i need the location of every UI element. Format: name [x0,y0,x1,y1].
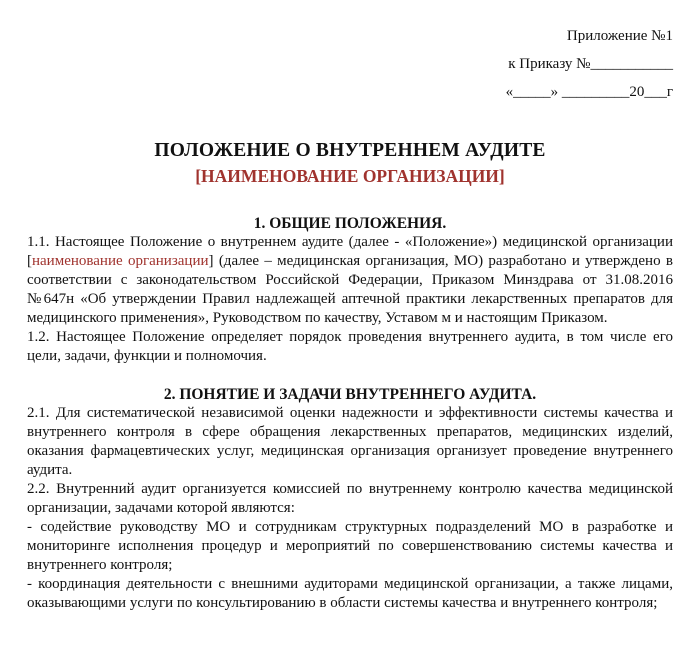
section-1-heading: 1. ОБЩИЕ ПОЛОЖЕНИЯ. [253,215,447,232]
order-reference: к Приказу №___________ [508,56,673,72]
list-item-support: - содействие руководству МО и сотрудникам структурных подразделений МО в разработке и мониторинге исполнения процедур и мероприятий по совершенствованию системы качества и внутреннего контроля; [27,519,673,573]
paragraph-2-1: 2.1. Для систематической независимой оценки надежности и эффективности системы качества и внутреннего контроля в сфере обращения лекарственных препаратов, медицинских изделий, оказания фармацевтических услуг, медицинская организация организует проведение внутреннего аудита. [27,405,673,478]
organization-placeholder-title: [НАИМЕНОВАНИЕ ОРГАНИЗАЦИИ] [195,166,505,186]
paragraph-1-1-end: ] (далее – медицинская организация, МО) разработано и утверждено в соответствии с законодательством Российской Федерации, Приказом Минздрава от 31.08.2016 №647н «Об утверждении Правил надлежащей аптечной практики лекарственных препаратов для медицинского применения», Руководством по качеству, Уставом м и настоящим Приказом. [27,253,673,326]
section-spacer [27,366,673,385]
appendix-label: Приложение №1 [566,28,673,44]
paragraph-1-1-start: 1.1. Настоящее Положение о внутреннем аудите (далее - «Положение») медицинской организации [ [27,234,673,269]
approval-block [506,22,673,106]
paragraph-1-1 [27,233,673,328]
paragraph-1-2: 1.2. Настоящее Положение определяет порядок проведения внутреннего аудита, в том числе его цели, задачи, функции и полномочия. [27,329,673,364]
section-2-heading: 2. ПОНЯТИЕ И ЗАДАЧИ ВНУТРЕННЕГО АУДИТА. [163,386,537,403]
document-title: ПОЛОЖЕНИЕ О ВНУТРЕННЕМ АУДИТЕ [154,140,546,161]
list-item-coordination: - координация деятельности с внешними аудиторами медицинской организации, а также лицами, оказывающими услуги по консультированию в области системы качества и внутреннего контроля; [27,576,673,611]
paragraph-2-2: 2.2. Внутренний аудит организуется комиссией по внутреннему контролю качества медицинской организации, задачами которой являются: [27,481,673,516]
organization-name-placeholder: наименование организации [32,253,209,269]
order-date: «_____» _________20___г [505,84,673,100]
document-body [27,214,673,613]
